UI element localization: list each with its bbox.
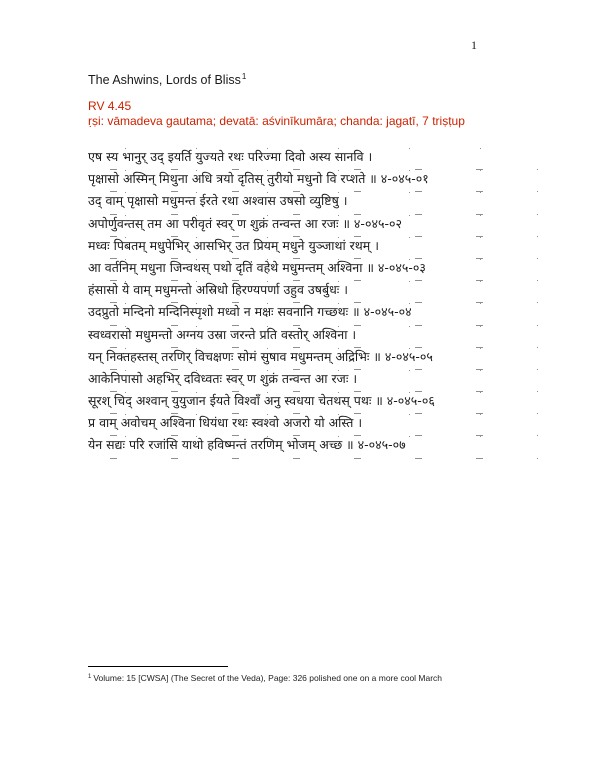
verse-line: उद् वाम् पृक्षासो मधुमन्त ईरते रथा अश्वास उषसो व्युष्टिषु । [88, 192, 538, 214]
verse-block [88, 148, 538, 459]
verse-line: एष स्य भानुर् उद् इयर्ति युज्यते रथः परिज्मा दिवो अस्य सानवि । [88, 148, 538, 170]
footnote-divider [88, 666, 228, 667]
title-text: The Ashwins, Lords of Bliss [88, 73, 241, 87]
verse-line: आ वर्तनिम् मधुना जिन्वथस् पथो दृतिं वहेथे मधुमन्तम् अश्विना ॥ ४-०४५-०३ [88, 259, 538, 281]
verse-line: हंसासो ये वाम् मधुमन्तो अस्रिधो हिरण्यपर्णा उहुव उषर्बुधः । [88, 281, 538, 303]
verse-line: प्र वाम् अवोचम् अश्विना धियंधा रथः स्वश्वो अजरो यो अस्ति । [88, 414, 538, 436]
hymn-reference [88, 99, 465, 129]
verse-line: स्वध्वरासो मधुमन्तो अग्नय उस्रा जरन्ते प्रति वस्तोर् अश्विना । [88, 326, 538, 348]
verse-line: आकेनिपासो अहभिर् दविध्वतः स्वर् ण शुक्रं तन्वन्त आ रजः । [88, 370, 538, 392]
verse-line: येन सद्यः परि रजांसि याथो हविष्मन्तं तरणिम् भोजम् अच्छ ॥ ४-०४५-०७ [88, 436, 538, 458]
footnote-reference-mark[interactable]: 1 [241, 72, 247, 81]
verse-line: यन् निक्तहस्तस् तरणिर् विचक्षणः सोमं सुषाव मधुमन्तम् अद्रिभिः ॥ ४-०४५-०५ [88, 348, 538, 370]
page-number: 1 [471, 38, 477, 52]
verse-line: अपोर्णुवन्तस् तम आ परीवृतं स्वर् ण शुक्रं तन्वन्त आ रजः ॥ ४-०४५-०२ [88, 215, 538, 237]
hymn-metadata: ṛṣi: vāmadeva gautama; devatā: aśvinīkumāra; chanda: jagatī, 7 triṣṭup [88, 114, 465, 128]
footnote-mark: 1 [88, 674, 92, 680]
verse-line: पृक्षासो अस्मिन् मिथुना अधि त्रयो दृतिस् तुरीयो मधुनो वि रप्शते ॥ ४-०४५-०१ [88, 170, 538, 192]
hymn-number: RV 4.45 [88, 99, 132, 113]
page-title [88, 72, 246, 87]
footnote [88, 671, 448, 684]
footnote-text: Volume: 15 [CWSA] (The Secret of the Veda), Page: 326 polished one on a more cool March [93, 673, 443, 683]
verse-line: उदप्रुतो मन्दिनो मन्दिनिस्पृशो मध्वो न मक्षः सवनानि गच्छथः ॥ ४-०४५-०४ [88, 303, 538, 325]
verse-line: सूरश् चिद् अश्वान् युयुजान ईयते विश्वाँ अनु स्वधया चेतथस् पथः ॥ ४-०४५-०६ [88, 392, 538, 414]
verse-line: मध्वः पिबतम् मधुपेभिर् आसभिर् उत प्रियम् मधुने युञ्जाथां रथम् । [88, 237, 538, 259]
